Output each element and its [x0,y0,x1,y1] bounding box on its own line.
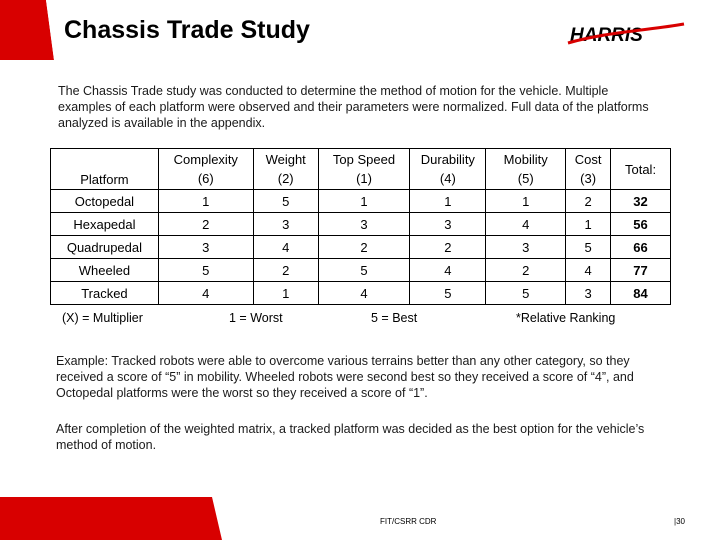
header-platform: Platform [51,149,159,190]
cell-cost: 2 [566,190,611,213]
cell-complexity: 5 [158,259,253,282]
harris-logo [566,20,688,50]
cell-durability: 2 [410,236,486,259]
cell-complexity: 4 [158,282,253,305]
table-row [51,282,671,305]
cell-weight: 5 [253,190,318,213]
cell-mobility: 4 [486,213,566,236]
cell-weight: 2 [253,259,318,282]
logo-text: HARRIS [570,25,643,46]
legend-worst: 1 = Worst [229,311,283,325]
legend-best: 5 = Best [371,311,418,325]
table-row [51,236,671,259]
cell-complexity: 1 [158,190,253,213]
cell-total: 66 [611,236,671,259]
cell-top-speed: 1 [318,190,410,213]
table-row [51,190,671,213]
footer-band [0,497,720,540]
cell-mobility: 5 [486,282,566,305]
cell-mobility: 3 [486,236,566,259]
page-title: Chassis Trade Study [64,16,310,44]
cell-platform: Tracked [51,282,159,305]
cell-cost: 5 [566,236,611,259]
cell-durability: 5 [410,282,486,305]
intro-paragraph: The Chassis Trade study was conducted to determine the method of motion for the vehicle. Multiple examples of each platform were observed and their parameters were normalized. Full data of the platforms analyzed is available in the appendix. [58,84,649,130]
table-header-row [51,149,671,190]
header-complexity: Complexity (6) [158,149,253,190]
trade-study-table [50,148,671,305]
cell-mobility: 1 [486,190,566,213]
header-cost: Cost (3) [566,149,611,190]
header-top-speed: Top Speed (1) [318,149,410,190]
cell-durability: 3 [410,213,486,236]
cell-complexity: 3 [158,236,253,259]
cell-top-speed: 5 [318,259,410,282]
cell-cost: 3 [566,282,611,305]
cell-total: 84 [611,282,671,305]
cell-mobility: 2 [486,259,566,282]
cell-top-speed: 2 [318,236,410,259]
cell-durability: 4 [410,259,486,282]
header-weight: Weight (2) [253,149,318,190]
cell-platform: Hexapedal [51,213,159,236]
conclusion-paragraph: After completion of the weighted matrix, a tracked platform was decided as the best option for the vehicle’s method of motion. [56,422,645,452]
cell-top-speed: 3 [318,213,410,236]
table-row [51,213,671,236]
table-row [51,259,671,282]
cell-complexity: 2 [158,213,253,236]
page-number: |30 [674,517,685,526]
cell-weight: 3 [253,213,318,236]
cell-platform: Wheeled [51,259,159,282]
cell-cost: 1 [566,213,611,236]
footer-text: FIT/CSRR CDR [380,517,437,526]
cell-weight: 1 [253,282,318,305]
header-durability: Durability (4) [410,149,486,190]
cell-total: 32 [611,190,671,213]
cell-platform: Octopedal [51,190,159,213]
cell-top-speed: 4 [318,282,410,305]
cell-weight: 4 [253,236,318,259]
legend-multiplier: (X) = Multiplier [62,311,143,325]
header-total: Total: [611,149,671,190]
cell-cost: 4 [566,259,611,282]
cell-durability: 1 [410,190,486,213]
legend-relative-ranking: *Relative Ranking [516,311,616,325]
cell-platform: Quadrupedal [51,236,159,259]
example-paragraph: Example: Tracked robots were able to overcome various terrains better than any other category, so they received a score of “5” in mobility. Wheeled robots were second best so they received a score of “4”, and Octopedal platforms were the worst so they received a score of “1”. [56,354,634,400]
cell-total: 56 [611,213,671,236]
cell-total: 77 [611,259,671,282]
header-mobility: Mobility (5) [486,149,566,190]
